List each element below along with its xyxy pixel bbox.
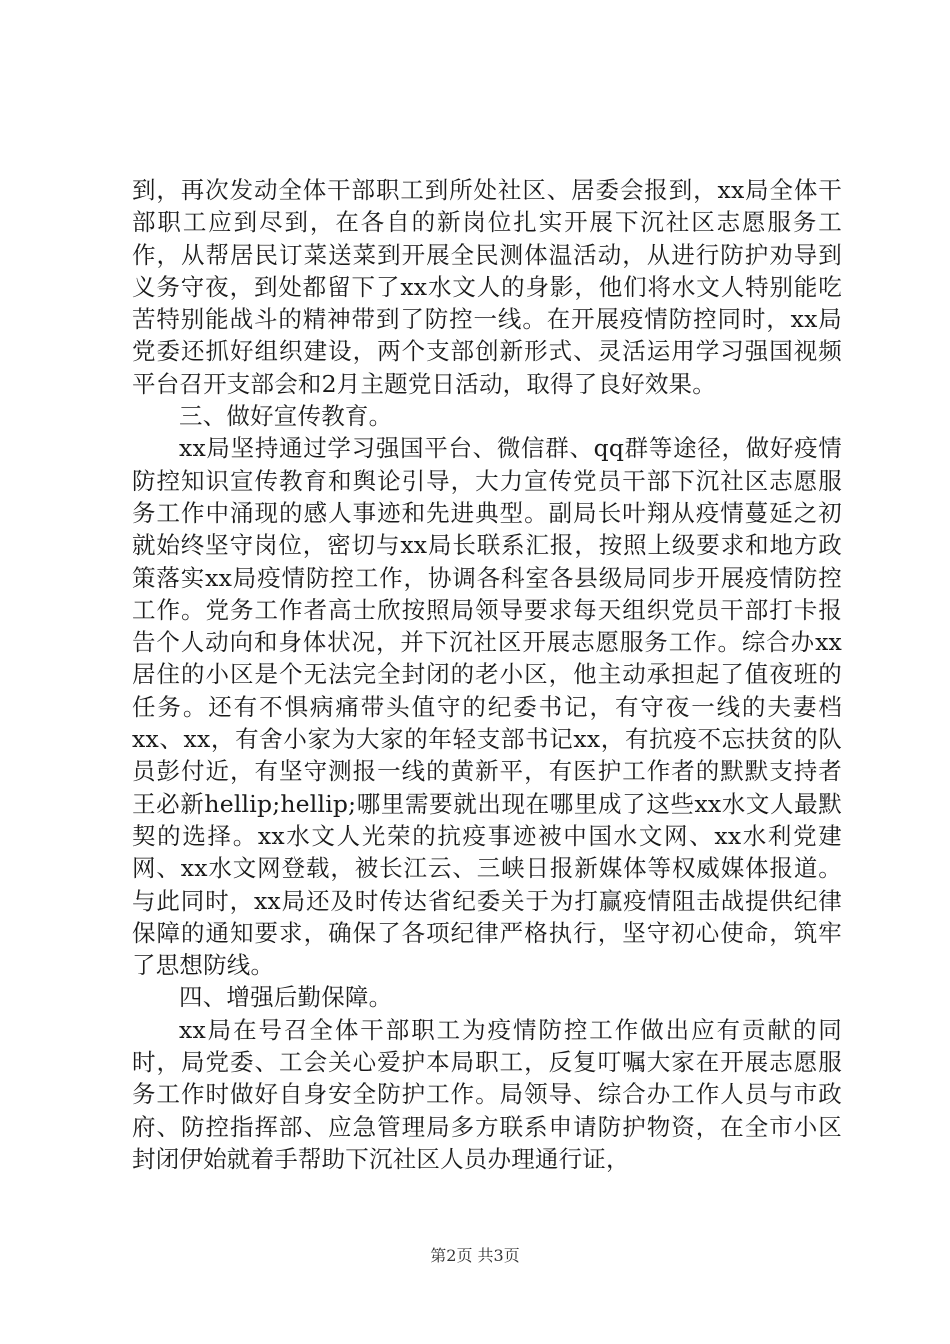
paragraph-continuation: 到，再次发动全体干部职工到所处社区、居委会报到，xx局全体干部职工应到尽到，在各自的新岗位扎实开展下沉社区志愿服务工作，从帮居民订菜送菜到开展全民测体温活动，从进行防护劝导到义务守夜，到处都留下了xx水文人的身影，他们将水文人特别能吃苦特别能战斗的精神带到了防控一线。在开展疫情防控同时，xx局党委还抓好组织建设，两个支部创新形式、灵活运用学习强国视频平台召开支部会和2月主题党日活动，取得了良好效果。 (132, 176, 842, 398)
page-number-footer: 第2页 共3页 (430, 1246, 520, 1265)
paragraph-publicity: xx局坚持通过学习强国平台、微信群、qq群等途径，做好疫情防控知识宣传教育和舆论引导，大力宣传党员干部下沉社区志愿服务工作中涌现的感人事迹和先进典型。副局长叶翔从疫情蔓延之初就始终坚守岗位，密切与xx局长联系汇报，按照上级要求和地方政策落实xx局疫情防控工作，协调各科室各县级局同步开展疫情防控工作。党务工作者高士欣按照局领导要求每天组织党员干部打卡报告个人动向和身体状况，并下沉社区开展志愿服务工作。综合办xx居住的小区是个无法完全封闭的老小区，他主动承担起了值夜班的任务。还有不惧病痛带头值守的纪委书记，有守夜一线的夫妻档xx、xx，有舍小家为大家的年轻支部书记xx，有抗疫不忘扶贫的队员彭付近，有坚守测报一线的黄新平，有医护工作者的默默支持者王必新hellip;hellip;哪里需要就出现在哪里成了这些xx水文人最默契的选择。xx水文人光荣的抗疫事迹被中国水文网、xx水利党建网、xx水文网登载，被长江云、三峡日报新媒体等权威媒体报道。与此同时，xx局还及时传达省纪委关于为打赢疫情阻击战提供纪律保障的通知要求，确保了各项纪律严格执行，坚守初心使命，筑牢了思想防线。 (132, 434, 842, 980)
document-body (132, 174, 842, 1175)
section-heading-publicity: 三、做好宣传教育。 (179, 402, 393, 431)
section-heading-logistics: 四、增强后勤保障。 (179, 983, 393, 1012)
paragraph-logistics: xx局在号召全体干部职工为疫情防控工作做出应有贡献的同时，局党委、工会关心爱护本局职工，反复叮嘱大家在开展志愿服务工作时做好自身安全防护工作。局领导、综合办工作人员与市政府、防控指挥部、应急管理局多方联系申请防护物资，在全市小区封闭伊始就着手帮助下沉社区人员办理通行证， (132, 1015, 842, 1173)
